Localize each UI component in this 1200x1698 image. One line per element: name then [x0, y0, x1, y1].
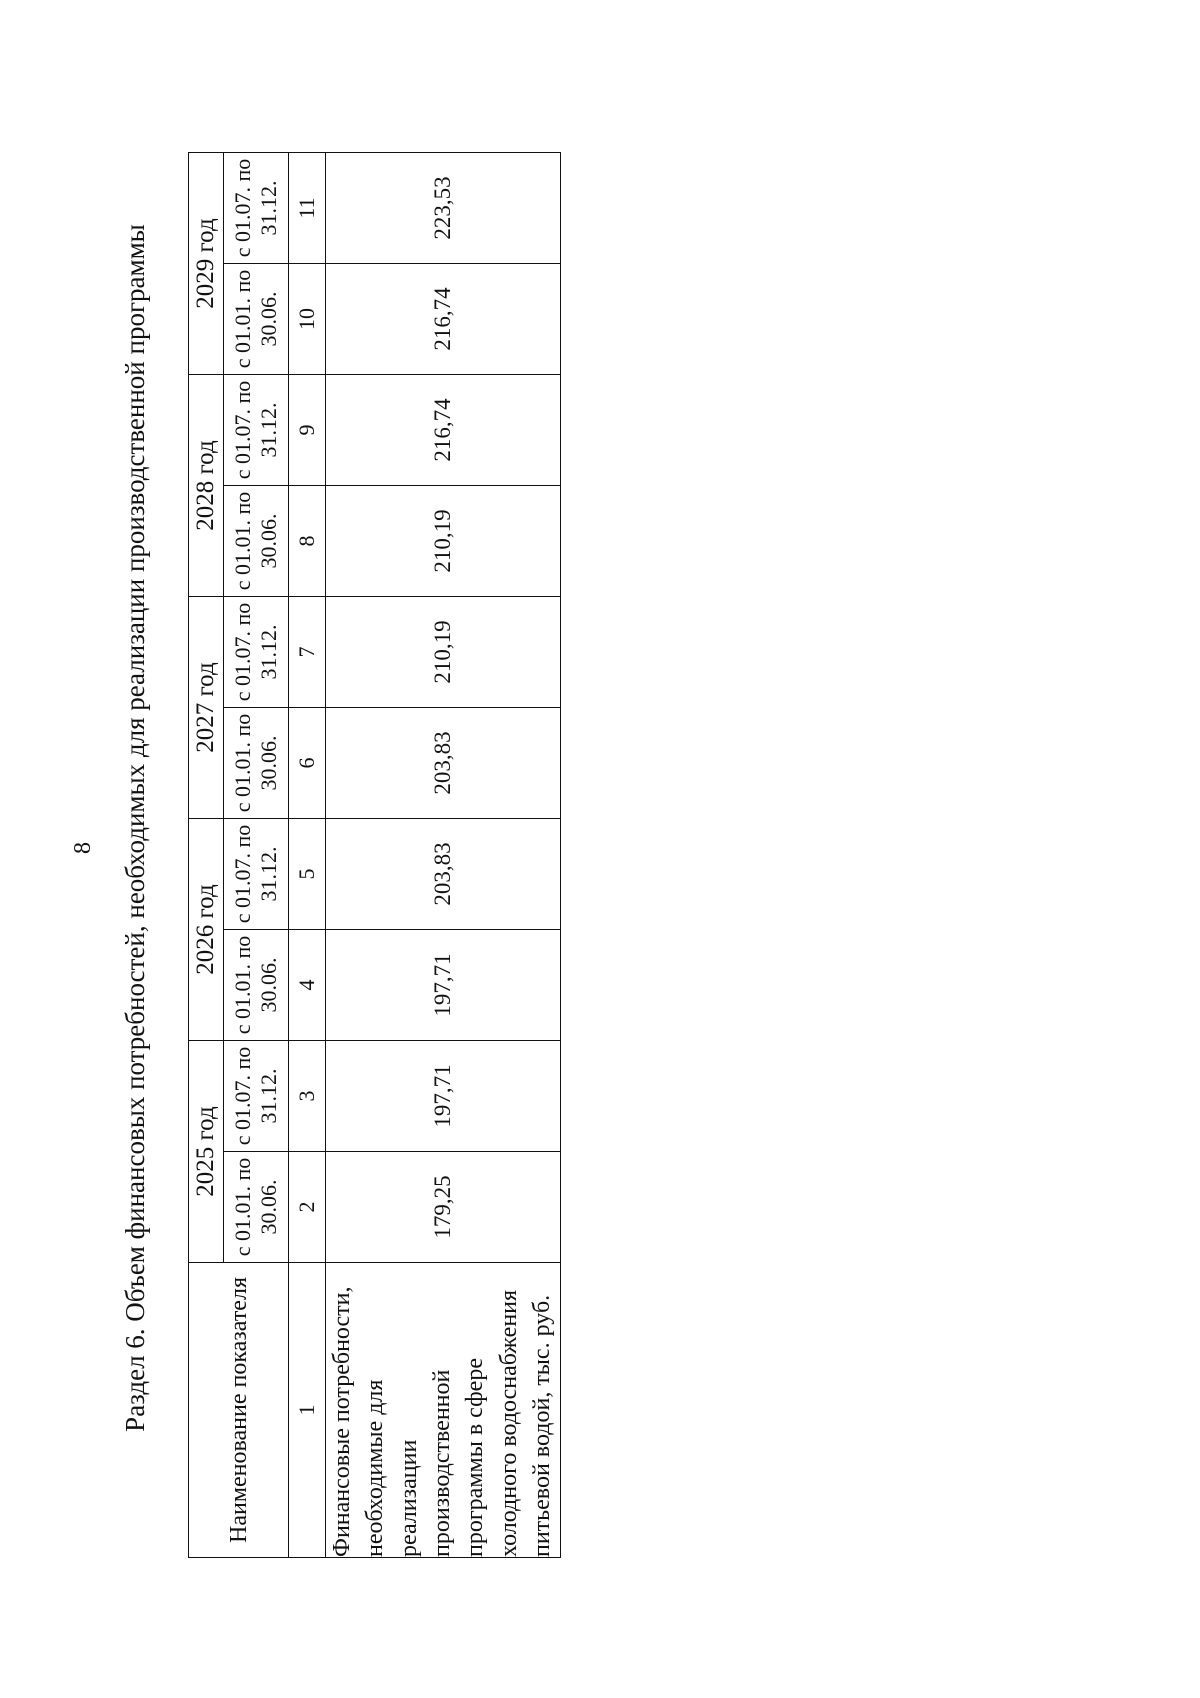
column-number: 8	[289, 486, 326, 597]
period-header: с 01.01. по 30.06.	[224, 1152, 289, 1263]
period-header: с 01.01. по 30.06.	[224, 486, 289, 597]
period-header: с 01.07. по 31.12.	[224, 819, 289, 930]
section-title: Раздел 6. Объем финансовых потребностей, необходимых для реализации производственной программы	[120, 224, 150, 1432]
value-cell: 216,74	[326, 375, 561, 486]
page-number: 8	[70, 842, 96, 854]
value-cell: 216,74	[326, 264, 561, 375]
year-header-row	[189, 153, 224, 1558]
period-header: с 01.07. по 31.12.	[224, 1041, 289, 1152]
value-cell: 197,71	[326, 1041, 561, 1152]
column-number: 9	[289, 375, 326, 486]
value-cell: 203,83	[326, 819, 561, 930]
table-row	[326, 153, 561, 1558]
value-cell: 210,19	[326, 597, 561, 708]
column-number: 2	[289, 1152, 326, 1263]
value-cell: 203,83	[326, 708, 561, 819]
indicator-name: Финансовые потребности, необходимые для реализации производственной программы в сфере холодного водоснабжения питьевой водой, тыс. руб.	[326, 1263, 561, 1558]
column-number: 5	[289, 819, 326, 930]
year-header: 2026 год	[189, 819, 224, 1041]
period-header: с 01.07. по 31.12.	[224, 597, 289, 708]
financial-needs-table	[188, 152, 561, 1558]
value-cell: 179,25	[326, 1152, 561, 1263]
column-number: 1	[289, 1263, 326, 1558]
column-number: 11	[289, 153, 326, 264]
year-header: 2029 год	[189, 153, 224, 375]
value-cell: 210,19	[326, 486, 561, 597]
column-number: 10	[289, 264, 326, 375]
value-cell: 197,71	[326, 930, 561, 1041]
column-number-row	[289, 153, 326, 1558]
period-header: с 01.07. по 31.12.	[224, 375, 289, 486]
year-header: 2025 год	[189, 1041, 224, 1263]
column-number: 3	[289, 1041, 326, 1152]
value-cell: 223,53	[326, 153, 561, 264]
column-number: 4	[289, 930, 326, 1041]
year-header: 2027 год	[189, 597, 224, 819]
name-column-header: Наименование показателя	[189, 1263, 289, 1558]
period-header: с 01.01. по 30.06.	[224, 708, 289, 819]
period-header: с 01.07. по 31.12.	[224, 153, 289, 264]
column-number: 6	[289, 708, 326, 819]
column-number: 7	[289, 597, 326, 708]
period-header: с 01.01. по 30.06.	[224, 264, 289, 375]
period-header: с 01.01. по 30.06.	[224, 930, 289, 1041]
year-header: 2028 год	[189, 375, 224, 597]
